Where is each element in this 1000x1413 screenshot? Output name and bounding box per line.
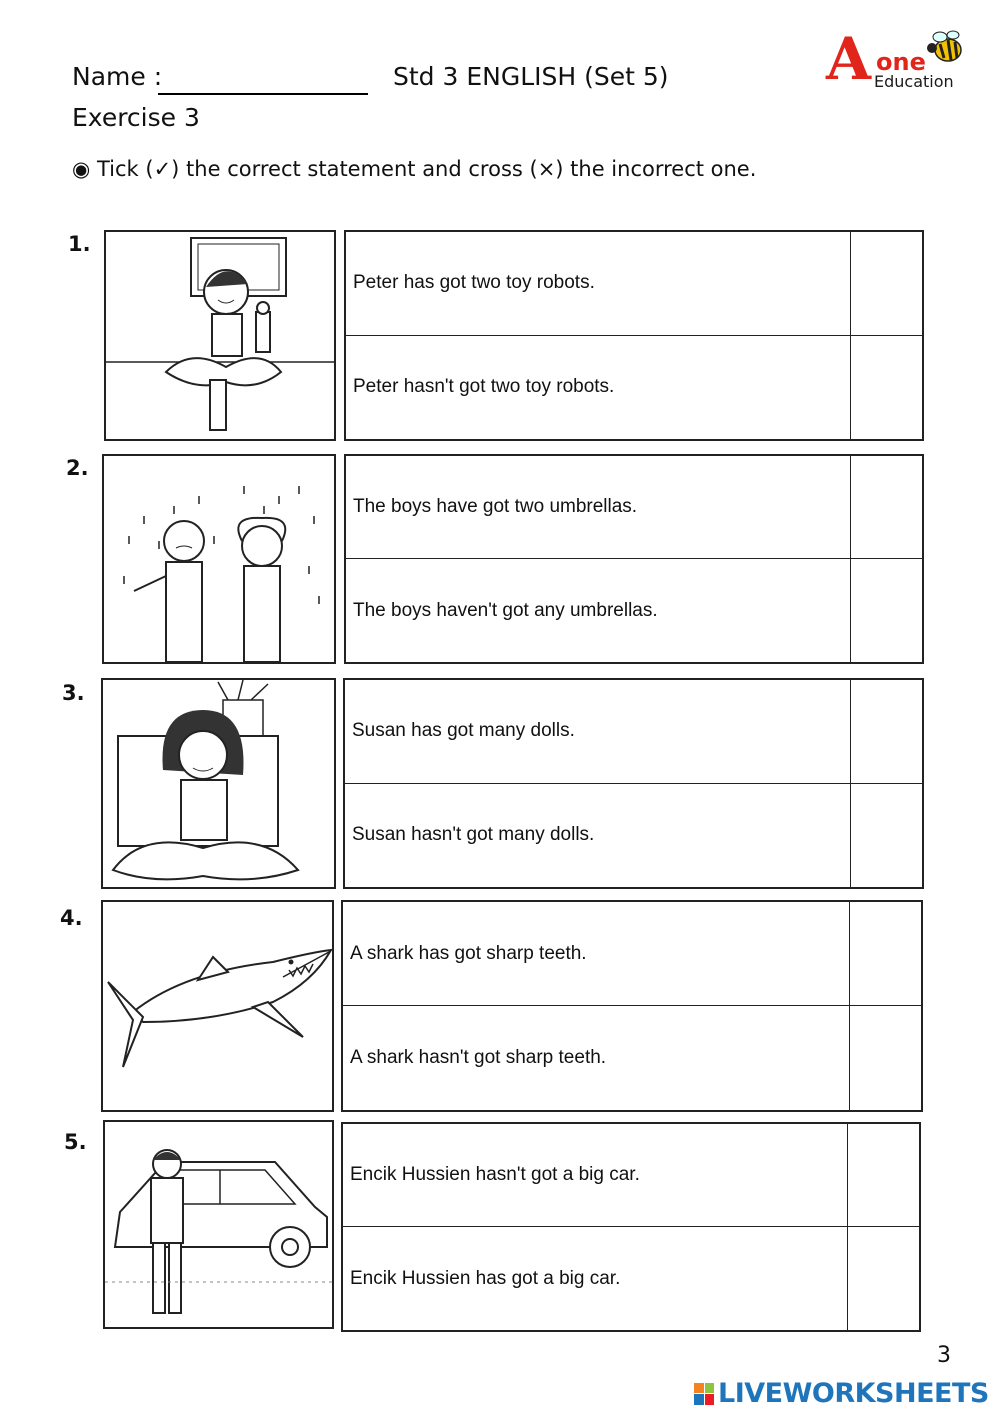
statement-table: [343, 678, 924, 889]
statement-true-option: A shark has got sharp teeth.: [343, 902, 849, 1006]
page-number: 3: [937, 1343, 951, 1368]
instruction-text: ◉ Tick (✓) the correct statement and cross (×) the incorrect one.: [72, 157, 757, 181]
question-number: 4.: [60, 906, 83, 930]
bee-icon: [926, 28, 966, 64]
statement-table: [341, 900, 923, 1112]
statement-table: [344, 230, 924, 441]
question-number: 5.: [64, 1130, 87, 1154]
logo-education-text: Education: [874, 72, 954, 91]
liveworksheets-text: LIVEWORKSHEETS: [718, 1378, 989, 1409]
answer-box[interactable]: [850, 336, 922, 440]
a-one-education-logo: [826, 25, 972, 100]
answer-box[interactable]: [850, 456, 922, 559]
logo-one-text: one: [876, 48, 926, 76]
liveworksheets-logo-icon: [694, 1383, 714, 1405]
question-picture: [104, 230, 336, 441]
statement-false-option: The boys haven't got any umbrellas.: [353, 599, 658, 621]
question-picture: [102, 454, 336, 664]
statement-false-option: A shark hasn't got sharp teeth.: [350, 1047, 607, 1068]
statement-table: [341, 1122, 921, 1332]
man-with-car-illustration: [105, 1122, 332, 1327]
answer-box[interactable]: [850, 559, 922, 662]
liveworksheets-brand: [694, 1378, 989, 1409]
girl-with-doll-illustration: [103, 680, 334, 887]
boys-in-rain-illustration: [104, 456, 334, 662]
exercise-heading: Exercise 3: [72, 103, 200, 132]
statement-true-option: The boys have got two umbrellas.: [346, 456, 850, 559]
name-field-line[interactable]: [158, 93, 368, 95]
logo-letter: A: [826, 25, 872, 93]
question-number: 1.: [68, 232, 91, 256]
boy-with-toy-robots-illustration: [106, 232, 334, 439]
answer-box[interactable]: [847, 1227, 919, 1330]
answer-box[interactable]: [849, 1006, 921, 1110]
name-label: Name :: [72, 62, 163, 91]
statement-false-option: Peter hasn't got two toy robots.: [353, 376, 615, 398]
statement-false-option: Susan hasn't got many dolls.: [352, 824, 595, 846]
statement-true-option: Peter has got two toy robots.: [346, 232, 850, 336]
statement-table: [344, 454, 924, 664]
answer-box[interactable]: [847, 1124, 919, 1227]
shark-illustration: [103, 902, 332, 1110]
statement-true-option: Susan has got many dolls.: [345, 680, 850, 784]
answer-box[interactable]: [850, 784, 922, 888]
question-picture: [103, 1120, 334, 1329]
statement-false-option: Encik Hussien has got a big car.: [350, 1267, 621, 1289]
worksheet-title: Std 3 ENGLISH (Set 5): [393, 62, 669, 91]
question-picture: [101, 900, 334, 1112]
question-number: 3.: [62, 681, 85, 705]
answer-box[interactable]: [850, 680, 922, 784]
answer-box[interactable]: [849, 902, 921, 1006]
answer-box[interactable]: [850, 232, 922, 336]
question-number: 2.: [66, 456, 89, 480]
statement-true-option: Encik Hussien hasn't got a big car.: [343, 1124, 847, 1227]
question-picture: [101, 678, 336, 889]
